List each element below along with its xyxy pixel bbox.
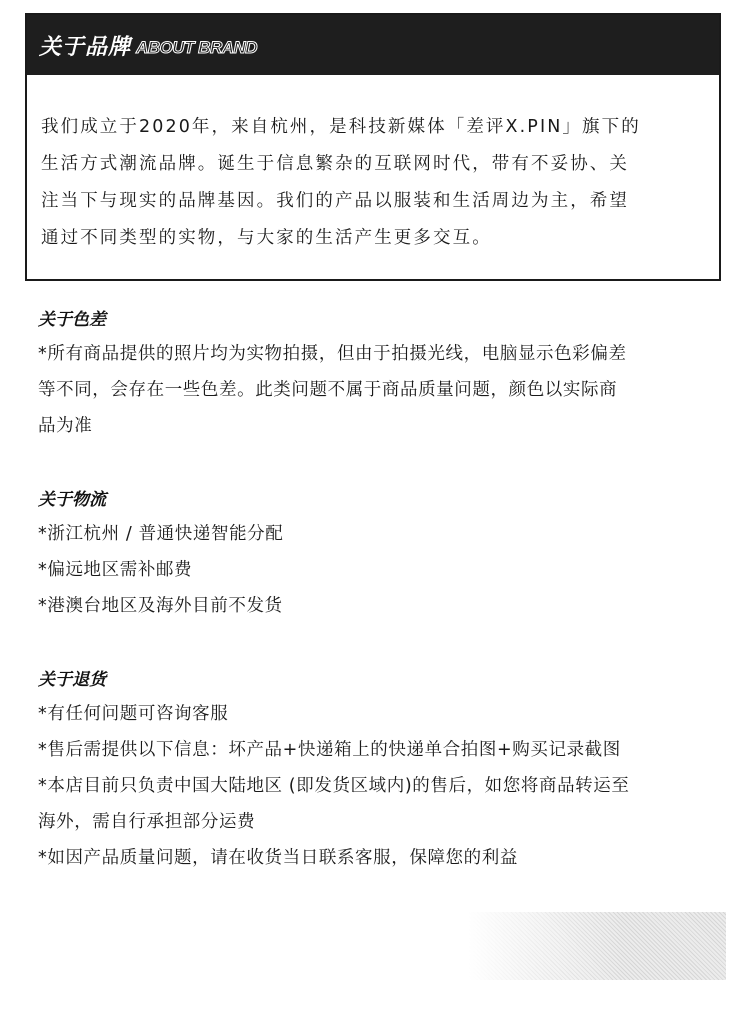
returns-line: *如因产品质量问题，请在收货当日联系客服，保障您的利益: [38, 848, 518, 868]
about-brand-box: [25, 13, 721, 281]
color-difference-line: *所有商品提供的照片均为实物拍摄，但由于拍摄光线，电脑显示色彩偏差: [38, 344, 627, 364]
color-difference-title: 关于色差: [38, 310, 106, 330]
returns-line: 海外，需自行承担部分运费: [38, 812, 256, 832]
color-difference-line: 品为准: [38, 416, 93, 436]
about-brand-description: [27, 75, 719, 257]
color-difference-section: [38, 304, 728, 444]
about-brand-header: [27, 15, 719, 75]
logistics-title: 关于物流: [38, 490, 106, 510]
logistics-section: [38, 484, 728, 624]
logistics-line: *偏远地区需补邮费: [38, 560, 193, 580]
brand-description-line: 生活方式潮流品牌。诞生于信息繁杂的互联网时代，带有不妥协、关: [41, 154, 629, 174]
decorative-texture: [468, 912, 726, 980]
returns-title: 关于退货: [38, 670, 106, 690]
color-difference-line: 等不同，会存在一些色差。此类问题不属于商品质量问题，颜色以实际商: [38, 380, 618, 400]
brand-description-line: 通过不同类型的实物，与大家的生活产生更多交互。: [41, 228, 492, 248]
logistics-line: *浙江杭州 / 普通快递智能分配: [38, 524, 284, 544]
brand-description-line: 注当下与现实的品牌基因。我们的产品以服装和生活周边为主，希望: [41, 191, 629, 211]
returns-line: *本店目前只负责中国大陆地区 (即发货区域内)的售后，如您将商品转运至: [38, 776, 630, 796]
brand-description-line: 我们成立于2020年，来自杭州，是科技新媒体「差评X.PIN」旗下的: [41, 117, 641, 137]
logistics-line: *港澳台地区及海外目前不发货: [38, 596, 283, 616]
returns-line: *售后需提供以下信息：坏产品+快递箱上的快递单合拍图+购买记录截图: [38, 740, 621, 760]
about-brand-title-en: ABOUT BRAND: [136, 37, 258, 57]
about-brand-title: 关于品牌: [39, 34, 132, 60]
returns-line: *有任何问题可咨询客服: [38, 704, 229, 724]
returns-section: [38, 664, 728, 876]
